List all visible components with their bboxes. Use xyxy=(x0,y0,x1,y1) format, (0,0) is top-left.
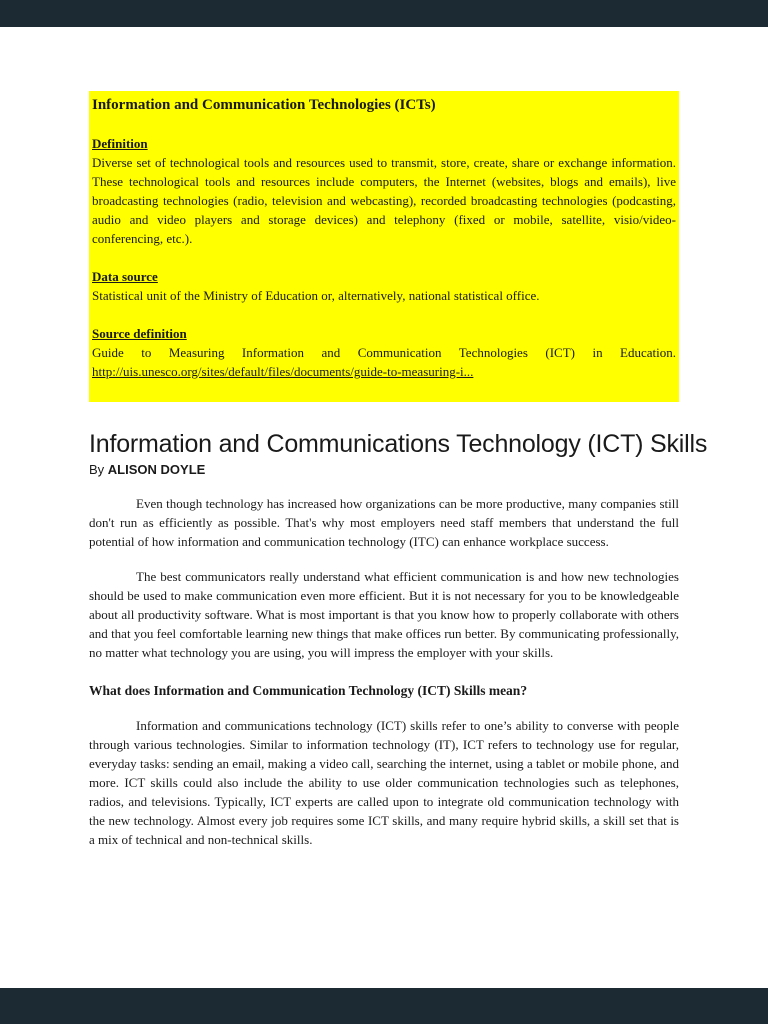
viewer-top-bar xyxy=(0,0,768,27)
author-name: ALISON DOYLE xyxy=(107,462,206,477)
article-subheading: What does Information and Communication Technology (ICT) Skills mean? xyxy=(89,683,528,698)
highlight-title: Information and Communication Technologies (ICTs) xyxy=(92,97,436,113)
article-paragraph: Information and communications technology (ICT) skills refer to one’s ability to converse with people through various technologies. Similar to information technology (IT), ICT refers to technology use for regular, everyday tasks: sending an email, making a video call, searching the internet, using a tablet or mobile phone, and more. ICT skills could also include the ability to use older communication technologies such as telephones, radios, and televisions. Typically, ICT experts are called upon to integrate old communication technology with the new technology. Almost every job requires some ICT skills, and many require hybrid skills, a skill set that is a mix of technical and non-technical skills. xyxy=(89,718,679,847)
source-definition-text: Guide to Measuring Information and Communication Technologies (ICT) in Education. xyxy=(92,345,676,360)
document-page xyxy=(0,27,768,988)
data-source-heading: Data source xyxy=(92,269,158,284)
spacer xyxy=(92,305,676,324)
article-title: Information and Communications Technology (ICT) Skills xyxy=(89,430,708,458)
document-content xyxy=(89,91,708,849)
spacer xyxy=(92,115,676,134)
source-definition-link[interactable]: http://uis.unesco.org/sites/default/files/documents/guide-to-measuring-i... xyxy=(92,364,474,379)
spacer xyxy=(92,381,676,400)
source-definition-heading: Source definition xyxy=(92,326,187,341)
source-definition-body xyxy=(92,343,676,381)
highlight-box xyxy=(89,91,679,402)
definition-body: Diverse set of technological tools and resources used to transmit, store, create, share or exchange information. These technological tools and resources include computers, the Internet (websites, blogs and emails), live broadcasting technologies (radio, television and webcasting), recorded broadcasting technologies (podcasting, audio and video players and storage devices) and telephony (fixed or mobile, satellite, visio/video-conferencing, etc.). xyxy=(92,155,676,246)
spacer xyxy=(92,248,676,267)
article-paragraph: The best communicators really understand what efficient communication is and how new technologies should be used to make communication even more efficient. But it is not necessary for you to be knowledgeable about all productivity software. What is most important is that you know how to properly collaborate with others and that you feel comfortable learning new things that make offices run better. By communicating professionally, no matter what technology you are using, you will impress the employer with your skills. xyxy=(89,569,679,660)
data-source-body: Statistical unit of the Ministry of Education or, alternatively, national statistical office. xyxy=(92,288,540,303)
article-byline xyxy=(89,461,679,478)
article-paragraph: Even though technology has increased how organizations can be more productive, many companies still don't run as efficiently as possible. That's why most employers need staff members that understand the full potential of how information and communication technology (ITC) can enhance workplace success. xyxy=(89,496,679,549)
definition-heading: Definition xyxy=(92,136,148,151)
byline-prefix: By xyxy=(89,462,105,477)
viewer-bottom-bar xyxy=(0,988,768,1024)
